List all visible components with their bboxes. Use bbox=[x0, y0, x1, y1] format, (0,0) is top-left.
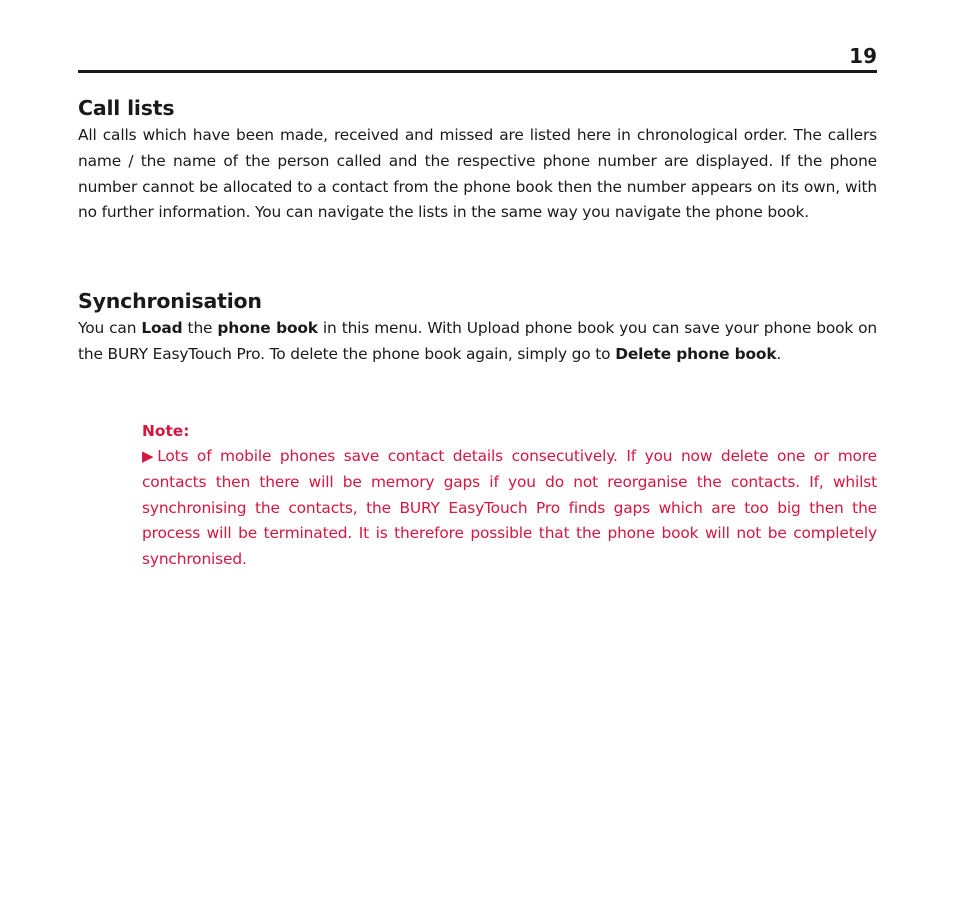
sync-bold-phone-book: phone book bbox=[217, 319, 318, 337]
page-number: 19 bbox=[849, 44, 877, 68]
triangle-bullet-icon: ▶ bbox=[142, 447, 158, 465]
call-lists-section bbox=[78, 93, 877, 226]
note-label: Note: bbox=[142, 422, 190, 440]
synchronisation-paragraph bbox=[78, 316, 877, 368]
sync-text-3: in this menu. With Upload phone book you can save your phone book on the BURY EasyTouch Pro. To delete the phone book again, simply go to bbox=[78, 319, 878, 363]
sync-bold-load: Load bbox=[141, 319, 183, 337]
synchronisation-heading: Synchronisation bbox=[78, 289, 262, 313]
header-rule bbox=[78, 70, 877, 73]
call-lists-paragraph: All calls which have been made, received and missed are listed here in chronological order. The callers name / the name of the person called and the respective phone number are displayed. If the phone number cannot be allocated to a contact from the phone book then the number appears on its own, with no further information. You can navigate the lists in the same way you navigate the phone book. bbox=[78, 126, 877, 222]
sync-text-2: the bbox=[182, 319, 218, 337]
sync-bold-delete-phone-book: Delete phone book bbox=[615, 344, 777, 363]
note-text: Lots of mobile phones save contact details consecutively. If you now delete one or more contacts then there will be memory gaps if you do not reorganise the contacts. If, whilst synchronising the contacts, the BURY EasyTouch Pro finds gaps which are too big then the process will be terminated. It is therefore possible that the phone book will not be completely synchronised. bbox=[142, 447, 877, 569]
call-lists-heading: Call lists bbox=[78, 96, 175, 120]
note-paragraph bbox=[142, 444, 877, 573]
synchronisation-section bbox=[78, 286, 877, 368]
sync-text-1: You can bbox=[78, 319, 142, 337]
sync-text-4: . bbox=[776, 344, 782, 363]
note-box bbox=[142, 418, 877, 573]
